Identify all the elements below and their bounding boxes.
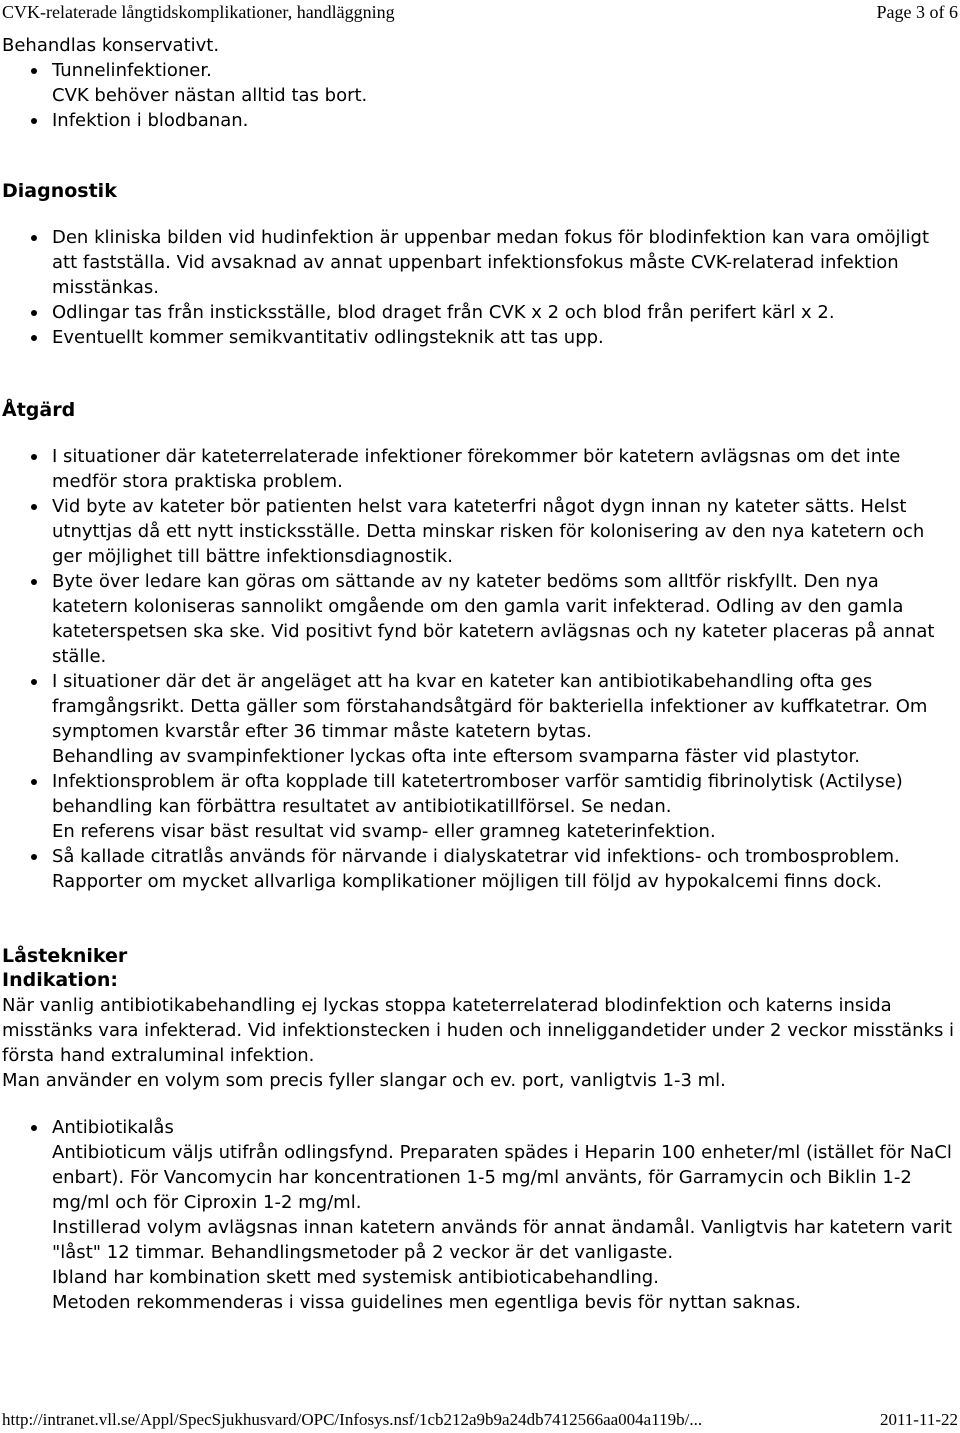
subheading-indikation: Indikation: (2, 969, 118, 991)
list-item-text: Metoden rekommenderas i vissa guidelines men egentliga bevis för nyttan saknas. (52, 1292, 801, 1313)
footer-url: http://intranet.vll.se/Appl/SpecSjukhusvard/OPC/Infosys.nsf/1cb212a9b9a24db7412566aa004a119b/... (2, 1410, 703, 1429)
list-lastekniker (2, 1115, 958, 1315)
list-item-text: Så kallade citratlås används för närvande i dialyskatetrar vid infektions- och trombosproblem. Rapporter om mycket allvarliga komplikationer möjligen till följd av hypokalcemi finns dock. (52, 846, 900, 892)
list-item (2, 769, 958, 844)
list-item-text: I situationer där kateterrelaterade infektioner förekommer bör katetern avlägsnas om det inte medför stora praktiska problem. (52, 446, 901, 492)
list-item-text: Tunnelinfektioner. (52, 60, 212, 81)
list-item-text: CVK behöver nästan alltid tas bort. (52, 85, 368, 106)
list-item (2, 494, 958, 569)
intro-text: Behandlas konservativt. (2, 35, 220, 56)
indikation-text (2, 993, 958, 1093)
page-header (2, 0, 958, 24)
list-item (2, 325, 958, 350)
list-item-text: Den kliniska bilden vid hudinfektion är uppenbar medan fokus för blodinfektion kan vara omöjligt att fastställa. Vid avsaknad av annat uppenbart infektionsfokus måste CVK-relaterad infektion misstänkas. (52, 227, 930, 298)
list-item-text: Infektion i blodbanan. (52, 110, 249, 131)
list-item-text: Ibland har kombination skett med systemisk antibioticabehandling. (52, 1267, 659, 1288)
list-item (2, 444, 958, 494)
heading-diagnostik: Diagnostik (2, 180, 117, 202)
list-atgard (2, 444, 958, 894)
page-number: Page 3 of 6 (876, 2, 958, 22)
list-item-text: Odlingar tas från insticksställe, blod draget från CVK x 2 och blod från perifert kärl x 2. (52, 302, 835, 323)
list-infections (2, 58, 958, 133)
list-item (2, 844, 958, 894)
list-item (2, 569, 958, 669)
document-title: CVK-relaterade långtidskomplikationer, handläggning (2, 2, 395, 22)
list-item-text: Byte över ledare kan göras om sättande av ny kateter bedöms som alltför riskfyllt. Den nya katetern koloniseras sannolikt omgående om den gamla varit infekterad. Odling av den gamla kateterspetsen ska ske. Vid positivt fynd bör katetern avlägsnas och ny kateter placeras på annat ställe. (52, 571, 935, 667)
paragraph-line: Man använder en volym som precis fyller slangar och ev. port, vanligtvis 1-3 ml. (2, 1070, 726, 1091)
list-item-text: Antibioticum väljs utifrån odlingsfynd. Preparaten spädes i Heparin 100 enheter/ml (istället för NaCl enbart). För Vancomycin har koncentrationen 1-5 mg/ml använts, för Garramycin och Biklin 1-2 mg/ml och för Ciproxin 1-2 mg/ml. (52, 1142, 952, 1213)
heading-atgard: Åtgärd (2, 399, 76, 421)
paragraph-line: När vanlig antibiotikabehandling ej lyckas stoppa kateterrelaterad blodinfektion och katerns insida misstänks vara infekterad. Vid infektionstecken i huden och inneliggandetider under 2 veckor misstänks i första hand extraluminal infektion. (2, 995, 955, 1066)
list-item (2, 300, 958, 325)
list-item (2, 1115, 958, 1315)
list-item (2, 225, 958, 300)
list-item-text: Infektionsproblem är ofta kopplade till katetertromboser varför samtidig fibrinolytisk (Actilyse) behandling kan förbättra resultatet av antibiotikatillförsel. Se nedan. (52, 771, 903, 817)
list-item (2, 108, 958, 133)
list-diagnostik (2, 225, 958, 350)
list-item-text: I situationer där det är angeläget att ha kvar en kateter kan antibiotikabehandling ofta ges framgångsrikt. Detta gäller som förstahandsåtgärd för bakteriella infektioner av kuffkatetrar. Om symptomen kvarstår efter 36 timmar måste katetern bytas. (52, 671, 928, 742)
heading-lastekniker: Låstekniker (2, 945, 128, 967)
list-item-text: Behandling av svampinfektioner lyckas ofta inte eftersom svamparna fäster vid plastytor. (52, 746, 860, 767)
list-item-text: Instillerad volym avlägsnas innan katetern används för annat ändamål. Vanligtvis har katetern varit "låst" 12 timmar. Behandlingsmetoder på 2 veckor är det vanligaste. (52, 1217, 953, 1263)
list-item-text: Antibiotikalås (52, 1117, 174, 1138)
list-item-text: Eventuellt kommer semikvantitativ odlingsteknik att tas upp. (52, 327, 604, 348)
document-body (2, 33, 958, 1315)
list-item (2, 669, 958, 769)
page-footer (2, 1408, 958, 1432)
footer-date: 2011-11-22 (879, 1410, 958, 1429)
list-item (2, 58, 958, 108)
list-item-text: Vid byte av kateter bör patienten helst vara kateterfri något dygn innan ny kateter sätts. Helst utnyttjas då ett nytt insticksställe. Detta minskar risken för kolonisering av den nya katetern och ger möjlighet till bättre infektionsdiagnostik. (52, 496, 925, 567)
list-item-text: En referens visar bäst resultat vid svamp- eller gramneg kateterinfektion. (52, 821, 716, 842)
